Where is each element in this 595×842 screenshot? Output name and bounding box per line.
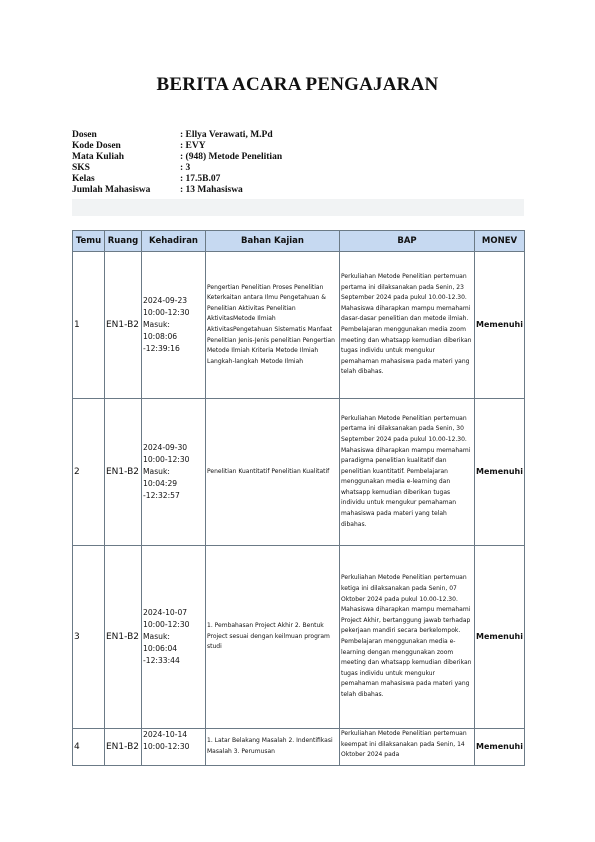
info-value: : 17.5B.07 xyxy=(180,174,221,184)
cell-kehadiran: 2024-10-14 10:00-12:30 xyxy=(142,729,206,766)
info-label: Jumlah Mahasiswa xyxy=(72,185,151,195)
cell-ruang: EN1-B2 xyxy=(105,399,142,546)
info-row-mata-kuliah xyxy=(72,152,282,163)
cell-kehadiran: 2024-10-07 10:00-12:30 Masuk: 10:06:04 -12:33:44 xyxy=(142,546,206,729)
info-row-jumlah-mahasiswa xyxy=(72,185,282,196)
cell-monev: Memenuhi xyxy=(475,546,525,729)
table-row xyxy=(73,252,525,399)
cell-monev: Memenuhi xyxy=(475,729,525,766)
info-value: : Ellya Verawati, M.Pd xyxy=(180,130,273,140)
cell-monev: Memenuhi xyxy=(475,252,525,399)
cell-ruang: EN1-B2 xyxy=(105,546,142,729)
cell-bap: Perkuliahan Metode Penelitian pertemuan keempat ini dilaksanakan pada Senin, 14 Oktober 2024 pada xyxy=(340,729,475,766)
info-row-dosen xyxy=(72,130,282,141)
info-label: Kode Dosen xyxy=(72,141,121,151)
info-row-sks xyxy=(72,163,282,174)
page-title: BERITA ACARA PENGAJARAN xyxy=(156,74,439,95)
table-header-row xyxy=(73,231,525,252)
col-header-bap: BAP xyxy=(340,231,475,252)
info-row-kode-dosen xyxy=(72,141,282,152)
cell-bahan-kajian: 1. Latar Belakang Masalah 2. Indentifikasi Masalah 3. Perumusan xyxy=(206,729,340,766)
shaded-spacer xyxy=(72,199,524,216)
info-row-kelas xyxy=(72,174,282,185)
info-label: Dosen xyxy=(72,130,97,140)
cell-kehadiran: 2024-09-30 10:00-12:30 Masuk: 10:04:29 -12:32:57 xyxy=(142,399,206,546)
cell-bap: Perkuliahan Metode Penelitian pertemuan pertama ini dilaksanakan pada Senin, 30 September 2024 pada pukul 10.00-12.30. Mahasiswa diharapkan mampu memahami paradigma penelitian kualitatif dan penelitian kuantitatif. Pembelajaran menggunakan media e-learning dan whatsapp kemudian diberikan tugas individu untuk mengukur pemahaman mahasiswa pada materi yang telah dibahas. xyxy=(340,399,475,546)
cell-temu: 4 xyxy=(73,729,105,766)
cell-monev: Memenuhi xyxy=(475,399,525,546)
table-row xyxy=(73,546,525,729)
info-value: : 3 xyxy=(180,163,191,173)
cell-ruang: EN1-B2 xyxy=(105,729,142,766)
cell-bap: Perkuliahan Metode Penelitian pertemuan ketiga ini dilaksanakan pada Senin, 07 Oktober 2024 pada pukul 10.00-12.30. Mahasiswa diharapkan mampu memahami Project Akhir, bertanggung jawab terhadap pekerjaan mandiri secara berkelompok. Pembelajaran menggunakan media e-learning dengan menggunakan zoom meeting dan whatsapp kemudian diberikan tugas individu untuk mengukur pemahaman mahasiswa pada materi yang telah dibahas. xyxy=(340,546,475,729)
col-header-kehadiran: Kehadiran xyxy=(142,231,206,252)
cell-temu: 2 xyxy=(73,399,105,546)
table-row xyxy=(73,399,525,546)
teaching-record-table xyxy=(72,230,525,766)
info-value: : EVY xyxy=(180,141,206,151)
table-row xyxy=(73,729,525,766)
col-header-ruang: Ruang xyxy=(105,231,142,252)
cell-bahan-kajian: Pengertian Penelitian Proses Penelitian Keterkaitan antara Ilmu Pengetahuan & Penelitian Aktivitas Penelitian AktivitasMetode Ilmiah AktivitasPengetahuan Sistematis Manfaat Penelitian Jenis-Jenis penelitian Pengertian Metode Ilmiah Kriteria Metode Ilmiah Langkah-langkah Metode Ilmiah xyxy=(206,252,340,399)
cell-kehadiran: 2024-09-23 10:00-12:30 Masuk: 10:08:06 -12:39:16 xyxy=(142,252,206,399)
cell-bahan-kajian: Penelitian Kuantitatif Penelitian Kualitatif xyxy=(206,399,340,546)
col-header-bahan-kajian: Bahan Kajian xyxy=(206,231,340,252)
info-label: Mata Kuliah xyxy=(72,152,124,162)
cell-ruang: EN1-B2 xyxy=(105,252,142,399)
cell-temu: 1 xyxy=(73,252,105,399)
info-value: : (948) Metode Penelitian xyxy=(180,152,283,162)
cell-bahan-kajian: 1. Pembahasan Project Akhir 2. Bentuk Project sesuai dengan keilmuan program studi xyxy=(206,546,340,729)
col-header-monev: MONEV xyxy=(475,231,525,252)
info-value: : 13 Mahasiswa xyxy=(180,185,243,195)
info-label: Kelas xyxy=(72,174,95,184)
col-header-temu: Temu xyxy=(73,231,105,252)
cell-bap: Perkuliahan Metode Penelitian pertemuan pertama ini dilaksanakan pada Senin, 23 September 2024 pada pukul 10.00-12.30. Mahasiswa diharapkan mampu memahami dasar-dasar penelitian dan metode ilmiah. Pembelajaran menggunakan media zoom meeting dan whatsapp kemudian diberikan tugas individu untuk mengukur pemahaman mahasiswa pada materi yang telah dibahas. xyxy=(340,252,475,399)
cell-temu: 3 xyxy=(73,546,105,729)
course-info xyxy=(72,130,282,196)
info-label: SKS xyxy=(72,163,90,173)
